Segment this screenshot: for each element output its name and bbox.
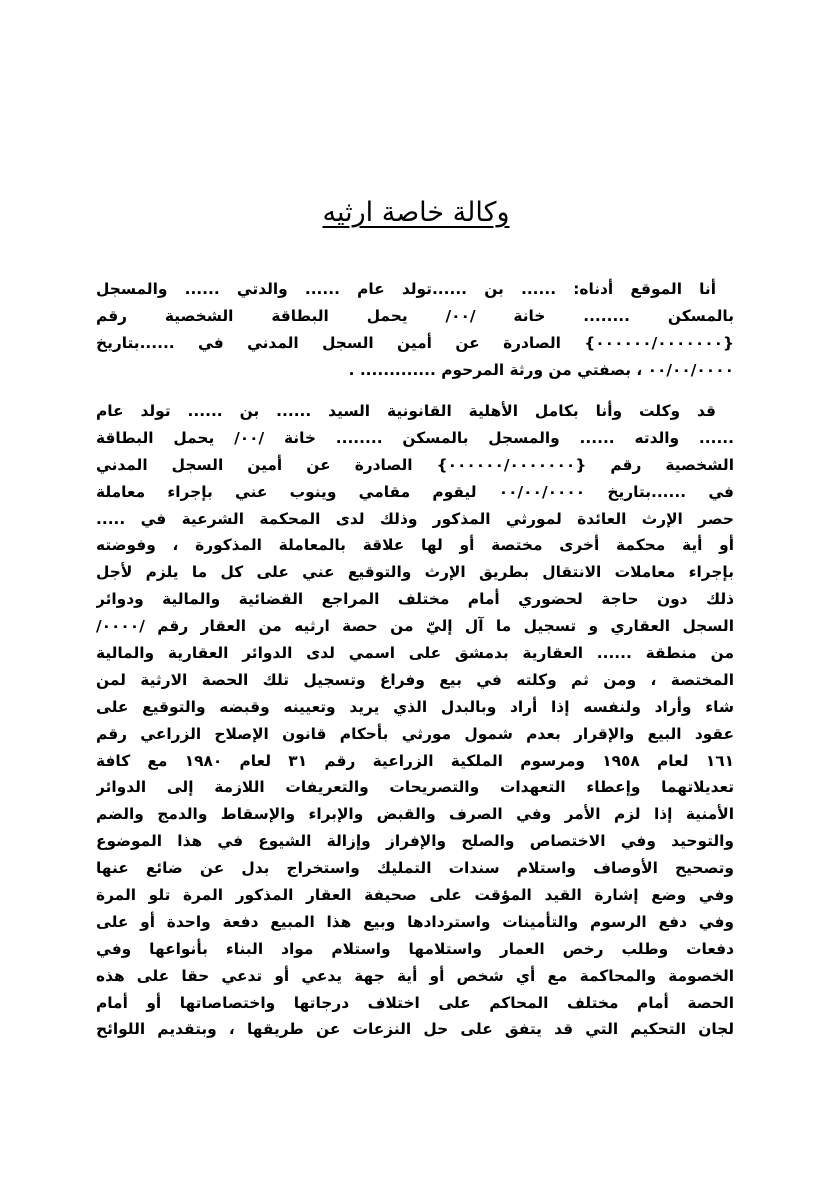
paragraph-line: دفعات وطلب رخص العمار واستلامها واستلام مواد البناء بأنواعها وفي xyxy=(96,939,734,958)
paragraph-line: قد وكلت وأنا بكامل الأهلية القانونية السيد ...... بن ...... تولد عام xyxy=(96,402,716,420)
paragraph-line: بإجراء معاملات الانتقال بطريق الإرث والتوقيع عني على كل ما يلزم لأجل xyxy=(96,563,734,582)
paragraph-line: والتوحيد وفي الاختصاص والصلح والإفراز وإزالة الشيوع في هذا الموضوع xyxy=(96,832,734,851)
paragraph-line: الخصومة والمحاكمة مع أي شخص أو أية جهة يدعي أو تدعي حقا على هذه xyxy=(96,966,734,985)
paragraph-line: من منطقة ...... العقارية بدمشق على اسمي لدى الدوائر العقارية والمالية xyxy=(96,644,734,663)
paragraph-line: ١٦١ لعام ١٩٥٨ ومرسوم الملكية الزراعية رقم ٣١ لعام ١٩٨٠ مع كافة xyxy=(96,751,734,770)
paragraph-line: الأمنية إذا لزم الأمر وفي الصرف والقبض والإبراء والإسقاط والدمج والضم xyxy=(96,805,734,824)
paragraph-line: عقود البيع والإقرار بعدم شمول مورثي بأحكام قانون الإصلاح الزراعي رقم xyxy=(96,724,734,743)
paragraph-line: وفي وضع إشارة القيد المؤقت على صحيفة العقار المذكور المرة تلو المرة xyxy=(96,886,734,905)
paragraph-line: وفي دفع الرسوم والتأمينات واستردادها وبيع هذا المبيع دفعة واحدة أو على xyxy=(96,912,734,931)
paragraph-line: {٠٠٠٠٠٠/٠٠٠٠٠٠٠} الصادرة عن أمين السجل المدني في ......بتاريخ xyxy=(96,333,734,352)
paragraph-line: وتصحيح الأوصاف واستلام سندات التمليك واستخراج بدل عن ضائع عنها xyxy=(96,859,734,878)
paragraph-line: في ......بتاريخ ٠٠/٠٠/٠٠٠٠ ليقوم مقامي وينوب عني بإجراء معاملة xyxy=(96,482,734,501)
document-title xyxy=(0,196,832,230)
paragraph-line: ٠٠/٠٠/٠٠٠٠ ، بصفتي من ورثة المرحوم ............. . xyxy=(348,360,734,379)
paragraph-line: السجل العقاري و تسجيل ما آل إليّ من حصة ارثيه من العقار رقم /٠٠٠٠/ xyxy=(96,617,734,636)
paragraph-line: تعديلاتهما وإعطاء التعهدات والتصريحات والتعريفات اللازمة إلى الدوائر xyxy=(96,778,734,797)
document-title-text: وكالة خاصة ارثيه xyxy=(322,197,510,228)
paragraph-line: لجان التحكيم التي قد يتفق على حل النزعات عن طريقها ، وبتقديم اللوائح xyxy=(96,1020,734,1039)
paragraph-line: الشخصية رقم {٠٠٠٠٠٠/٠٠٠٠٠٠٠} الصادرة عن أمين السجل المدني xyxy=(96,455,734,474)
paragraph-2 xyxy=(96,398,734,1043)
paragraph-line: ...... والدته ...... والمسجل بالمسكن ........ خانة /٠٠/ يحمل البطاقة xyxy=(96,428,734,447)
paragraph-line: ذلك دون حاجة لحضوري أمام مختلف المراجع القضائية والمالية ودوائر xyxy=(96,590,734,609)
paragraph-line: أنا الموقع أدناه: ...... بن ......تولد عام ...... والدتي ...... والمسجل xyxy=(96,280,716,298)
paragraph-line: حصر الإرث العائدة لمورثي المذكور وذلك لدى المحكمة الشرعية في ..... xyxy=(96,509,734,528)
paragraph-line: المختصة ، ومن ثم وكلته في بيع وفراغ وتسجيل تلك الحصة الارثية لمن xyxy=(96,670,734,689)
paragraph-1 xyxy=(96,276,734,384)
paragraph-line: شاء وأراد ولنفسه إذا أراد وبالبدل الذي يريد وتعيينه وقبضه والتوقيع على xyxy=(96,697,734,716)
paragraph-line: بالمسكن ........ خانة /٠٠/ يحمل البطاقة الشخصية رقم xyxy=(96,306,734,325)
paragraph-line: الحصة أمام مختلف المحاكم على اختلاف درجاتها واختصاصاتها أو أمام xyxy=(96,993,734,1012)
paragraph-line: أو أية محكمة أخرى مختصة أو لها علاقة بالمعاملة المذكورة ، وفوضته xyxy=(96,536,734,555)
